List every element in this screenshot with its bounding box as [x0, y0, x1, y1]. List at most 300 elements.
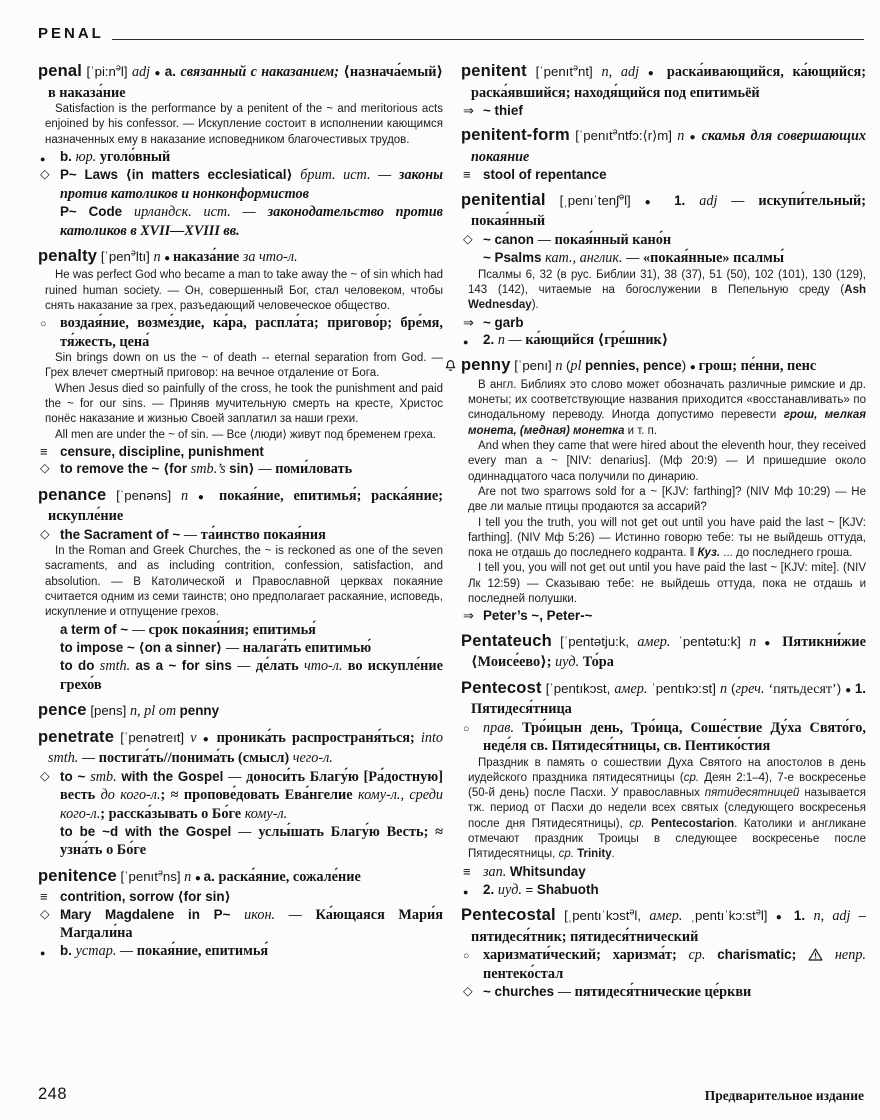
text-run: . [611, 848, 615, 861]
penal-body-line [38, 166, 443, 203]
text-run: [ˈpenıt [526, 64, 573, 79]
circle-icon: ○ [463, 950, 470, 963]
text-run: — [228, 768, 247, 784]
text-run: [ˈpenəns] [106, 487, 182, 503]
text-run: кому-л., среди кого-л. [60, 787, 443, 822]
text-run: ˌpentıˈkɔ:st [690, 908, 756, 924]
diamond-icon: ◇ [40, 461, 50, 476]
text-run: ). [531, 299, 539, 312]
text-run: ~ thief [483, 103, 523, 118]
text-run: penetrate [38, 727, 115, 746]
text-run: Peter’s ~, Peter-~ [483, 608, 593, 624]
text-run: into smth. [48, 729, 443, 767]
pentecostal-body-line [461, 983, 866, 1001]
text-run: «покая́нные» псалмы́ [642, 250, 785, 267]
text-run: n [497, 331, 509, 348]
text-run: penitential [461, 190, 546, 209]
text-run: 1. [854, 680, 866, 696]
text-run: b. [60, 148, 76, 164]
text-run: Satisfaction is the performance by a penitent of the ~ and meritorious acts enjoined by his confessor. — Искупление состоит в исполнении кающимся назначенных ему в наказание исповедником благочестивых трудов. [45, 103, 443, 146]
penitential-body-line [461, 331, 866, 349]
text-run: ; ≈ пропове́довать Ева́нгелие [160, 787, 358, 804]
text-run: ə [629, 907, 635, 917]
penitence-hw-line [38, 867, 443, 889]
text-run: чего-л. [292, 750, 333, 767]
text-run: — [731, 192, 759, 208]
text-run: ; [791, 947, 809, 964]
right-column [461, 62, 866, 1009]
text-run: ~ churches [483, 984, 558, 1000]
synonym-icon: ≡ [463, 167, 471, 183]
text-run: ср. [683, 771, 700, 784]
text-run: [ˈpenıt [569, 128, 613, 144]
text-run: ● [197, 491, 220, 503]
penetrate-body-line [38, 768, 443, 823]
text-run: n, adj [601, 64, 648, 80]
text-run: амер. [614, 680, 652, 697]
cross-reference-arrow-icon: ⇒ [463, 314, 474, 330]
pentecostal-hw-line [461, 906, 866, 946]
header-rule [112, 39, 864, 40]
penal-hw-line [38, 62, 443, 102]
text-run: ə [115, 62, 121, 73]
text-run: = [525, 881, 537, 897]
penal-ex-line [45, 102, 443, 148]
text-run: ˈpentətu:k] [678, 633, 750, 649]
text-run: ● [647, 68, 667, 79]
circle-icon: ○ [463, 722, 470, 735]
penalty-body-line [38, 460, 443, 478]
penal-body-line [38, 148, 443, 166]
text-run: n [677, 128, 690, 145]
page-number: 248 [38, 1085, 68, 1103]
text-run: пятидеся́тник; пятидеся́тнический [471, 928, 699, 945]
text-run: греч. [735, 680, 769, 697]
text-run: pennies, pence [584, 358, 682, 374]
text-run: икон. [244, 906, 289, 923]
text-run: — [626, 250, 643, 266]
penance-body-line [38, 621, 443, 639]
text-run: smb. [90, 768, 122, 785]
dictionary-entry-penalty [38, 247, 443, 479]
text-run: покая́ние, епитимья́ [136, 943, 269, 960]
pentateuch-hw-line [461, 632, 866, 672]
cross-reference-arrow-icon: ⇒ [463, 103, 474, 118]
pentecost-body-line [461, 719, 866, 756]
text-run: pence [38, 701, 87, 720]
text-run: раска́ивающийся, ка́ющийся; раска́явшийся; находя́щийся под епитимьёй [471, 64, 866, 101]
text-run: амер. [637, 633, 679, 650]
penalty-ex-line [45, 351, 443, 382]
penalty-ex-line [45, 268, 443, 314]
text-run: v [190, 729, 203, 746]
left-column [38, 62, 443, 1009]
text-run: stool of repentance [483, 167, 607, 183]
text-run: Mary Magdalene in P~ [60, 906, 245, 922]
text-run: to do [60, 658, 100, 674]
text-run: 1. [674, 192, 700, 208]
text-run: 2. [483, 881, 498, 897]
dictionary-entry-pentateuch [461, 632, 866, 672]
text-run: амер. [649, 908, 691, 925]
text-run: ⟨назнача́емый⟩ в наказа́ние [48, 64, 444, 101]
text-run: Ка́ющаяся Мари́я Магдали́на [60, 906, 443, 942]
penitential-body-line [461, 231, 866, 249]
text-run: ~ Psalms [483, 250, 546, 266]
circle-icon: ○ [40, 318, 47, 331]
text-run: грош; пе́нни, пенс [698, 358, 817, 375]
penance-ex-line [45, 544, 443, 620]
text-run: Деян 2:1–4), 7-е воскресенье (50-й день) после Пасхи. У православных [468, 771, 866, 800]
pentecost-ex-line [468, 756, 866, 863]
text-run: пятидеся́тнические це́ркви [574, 984, 752, 1001]
penalty-body-line [38, 443, 443, 460]
penitential-ex-line [468, 268, 866, 314]
text-run: — [557, 984, 575, 1000]
text-run: P~ Code [60, 204, 134, 220]
penitence-body-line [38, 888, 443, 905]
text-run: Whitsunday [509, 863, 586, 879]
text-run: [ˈpen [97, 248, 131, 264]
dictionary-entry-pentecostal [461, 906, 866, 1001]
text-run: b. [60, 943, 76, 959]
text-run: [ˈpenı] [510, 358, 556, 374]
text-run: ● [644, 196, 675, 208]
text-run: — [258, 461, 276, 477]
text-run: 1. [793, 908, 814, 924]
text-run: называется тж. период от Пасхи до недели всех святых (следующего воскресенья после дня Пятидесятницы), [468, 787, 866, 830]
text-run: ‘пятьдесят’ [768, 681, 837, 697]
text-run: — [131, 621, 149, 637]
text-run: ● [202, 733, 217, 745]
text-run: P~ Laws ⟨in matters ecclesiatical⟩ [60, 167, 301, 183]
running-head [38, 26, 864, 42]
text-run: Sin brings down on us the ~ of death -- eternal separation from God. — Грех влечет смертный приговор: на вечное отдаление от Бога. [45, 352, 443, 380]
text-run: ə [573, 62, 579, 73]
text-run: sin⟩ [229, 461, 259, 477]
text-run: l] [624, 192, 645, 208]
text-run: censure, discipline, punishment [60, 443, 264, 459]
dictionary-entry-penny [461, 356, 866, 624]
text-run: за что-л. [242, 248, 298, 265]
dictionary-entry-penetrate [38, 728, 443, 860]
text-run: иуд. [555, 654, 583, 671]
text-run: n [555, 358, 566, 375]
text-run: ● [845, 684, 855, 696]
text-run: ● [775, 912, 794, 924]
text-run: charismatic [717, 947, 792, 963]
text-run: — [242, 204, 268, 220]
bullet-icon: ● [463, 336, 469, 347]
text-run: законы против католиков и нонконформистов [60, 167, 443, 202]
text-run: – [858, 908, 866, 924]
penal-body-line [38, 203, 443, 240]
text-run: ~ garb [483, 314, 524, 330]
text-run: ... до последнего гроша. [720, 547, 853, 560]
edition-note: Предварительное издание [704, 1088, 864, 1103]
text-run: l] [120, 64, 132, 79]
text-run: penny [179, 703, 220, 719]
penetrate-hw-line [38, 728, 443, 768]
diamond-icon: ◇ [40, 526, 50, 541]
dictionary-entry-penitent-form [461, 126, 866, 183]
penalty-ex-line [45, 428, 443, 443]
text-run: ирландск. ист. [133, 204, 243, 221]
text-run: n [184, 868, 195, 885]
text-run: ( [565, 358, 571, 374]
text-run: В англ. Библиях это слово может обозначать различные римские и др. монеты; их соответствующие названия приходится «восстанавливать» по синодальному переводу. Иногда допустимо перевести [468, 378, 866, 422]
penny-ex-line [468, 516, 866, 562]
warning-triangle-icon [808, 947, 823, 962]
diamond-icon: ◇ [40, 167, 50, 182]
text-run: проника́ть распространя́ться; [216, 729, 421, 746]
text-run: In the Roman and Greek Churches, the ~ is reckoned as one of the seven sacraments, and as including contrition, confession, satisfaction, and absolution. — В Католической и Православной церквах покаяние считается одним из семи таинств; оно предполагает раскаяние, исповедь, искупление и отпущение грехов. [45, 545, 443, 619]
text-run: to ~ [60, 768, 91, 784]
text-run: покая́нный кано́н [554, 231, 672, 248]
text-run: . Католики и англикане отмечают праздник Троицы в следующее воскресенье после Пятидесятницы, [468, 817, 866, 861]
text-run: to be ~d with the Gospel [60, 823, 239, 839]
text-run: n, adj [813, 908, 859, 925]
text-run: a. [203, 868, 219, 884]
text-run: [ˈpentətju:k, [551, 633, 638, 649]
text-run: nt] [578, 64, 602, 79]
dictionary-entry-penitential [461, 191, 866, 350]
text-run: ● [764, 637, 783, 649]
text-run: зап. [483, 863, 510, 880]
text-run: — [378, 167, 399, 183]
text-run: Псалмы 6, 32 (в рус. Библии 31), 38 (37), 51 (50), 102 (101), 130 (129), 143 (142), читаемые на богослужении в Пепельную среду ( [468, 268, 866, 296]
text-run: ка́ющийся ⟨гре́шник⟩ [525, 331, 669, 348]
penance-hw-line [38, 486, 443, 526]
synonym-icon: ≡ [40, 443, 48, 459]
text-run: I tell you, you will not get out until you have paid the last ~ [KJV: mite]. (NIV Лк 12:59) — Сказываю тебе: не выйдешь оттуда, пока не отдашь и последней полушки. [468, 562, 866, 605]
text-run: налага́ть епитимью́ [242, 640, 372, 657]
text-run: l, [634, 908, 650, 924]
text-run: поми́ловать [275, 461, 353, 478]
bell-icon [444, 359, 462, 378]
text-run: воздая́ние, возме́здие, ка́ра, распла́та; пригово́р; бре́мя, тя́жесть, цена́ [60, 315, 443, 350]
text-run: [ˌpenıˈtenʃ [545, 192, 620, 208]
penitent-form-body-line [461, 166, 866, 183]
text-run: ə [157, 867, 163, 878]
text-run: ˈpentıkɔ:st] [651, 680, 720, 696]
text-run: — [183, 526, 201, 542]
text-run: кат., англик. [545, 250, 627, 267]
penetrate-body-line [38, 823, 443, 860]
text-run: постига́ть//понима́ть (смысл) [98, 750, 293, 767]
text-run: ə [130, 247, 136, 258]
text-run: уголо́вный [99, 148, 171, 165]
text-run: — [119, 943, 137, 959]
cross-reference-arrow-icon: ⇒ [463, 608, 474, 624]
penitence-body-line [38, 942, 443, 960]
text-run: прав. [483, 719, 523, 736]
text-run: When Jesus died so painfully of the cross, he took the punishment and paid the ~ for our sins. — Приняв мучительную смерть на кресте, Христос понёс наказание и жизнью Своей заплатил за наши грехи. [45, 382, 443, 426]
text-run: He was perfect God who became a man to take away the ~ of sin which had ruined human society. — Он, совершенный Бог, стал человеком, чтобы снять наказание за грех, разъедающий человеческое общество. [45, 269, 443, 313]
penny-ex-line [468, 485, 866, 516]
penny-ex-line [468, 378, 866, 439]
penitence-body-line [38, 906, 443, 943]
text-run: ) [836, 680, 846, 696]
penitential-body-line [461, 249, 866, 267]
text-run: ● [689, 132, 702, 144]
penalty-ex-line [45, 382, 443, 428]
pence-hw-line [38, 701, 443, 721]
penny-ex-line [468, 439, 866, 485]
bullet-icon: ● [40, 153, 46, 164]
text-run: услы́шать Благу́ю Весть; ≈ узна́ть о Бо́ге [60, 823, 444, 859]
text-run: Тро́ицын день, Тро́ица, Соше́ствие Ду́ха Свято́го, неде́ля св. Пятидеся́тницы, св. Пентико́стия [483, 719, 866, 755]
text-run: Pentecost [461, 678, 542, 697]
text-run: — [288, 906, 316, 922]
text-run: Pentecostarion [651, 817, 735, 830]
diamond-icon: ◇ [40, 768, 50, 783]
text-run: smth. [99, 658, 136, 675]
penalty-hw-line [38, 247, 443, 269]
penny-hw-line [461, 356, 866, 378]
pentecost-hw-line [461, 679, 866, 719]
text-run: — [81, 750, 99, 766]
text-run: adj [131, 64, 155, 80]
text-run: и т. п. [624, 424, 658, 437]
text-run: [ˈpi:n [82, 64, 116, 79]
text-run: [ˌpentıˈkɔst [555, 908, 630, 924]
text-run: All men are under the ~ of sin. — Все ⟨люди⟩ живут под бременем греха. [55, 428, 436, 441]
synonym-icon: ≡ [40, 889, 48, 905]
text-run: penitent-form [461, 126, 570, 145]
text-run: [pens] [86, 703, 130, 719]
text-run: n [719, 680, 732, 697]
text-run: ● [164, 252, 173, 264]
penny-body-line [461, 607, 866, 624]
text-run: что-л. [303, 658, 348, 675]
penny-ex-line [468, 561, 866, 607]
text-run: Trinity [577, 848, 612, 861]
text-run: искупи́тельный; покая́нный [471, 192, 866, 230]
diamond-icon: ◇ [40, 906, 50, 921]
text-run: — [225, 640, 243, 656]
text-run: ə [755, 907, 761, 917]
penalty-body-line [38, 314, 443, 351]
text-run: l] [760, 908, 776, 924]
text-run: [ˈpentıkɔst, [541, 680, 615, 696]
penitent-body-line [461, 102, 866, 119]
text-run: ) [681, 358, 690, 374]
dictionary-columns [38, 62, 866, 1009]
text-run: contrition, sorrow ⟨for sin⟩ [60, 889, 231, 905]
penitent-hw-line [461, 62, 866, 102]
text-run: — [238, 823, 259, 839]
text-run: — [237, 658, 256, 674]
text-run: наказа́ние [172, 248, 243, 265]
text-run: раска́яние, сожале́ние [218, 868, 361, 885]
text-run: And when they came that were hired about the eleventh hour, they received every man a ~ [NIV: denarius]. (Мф 20:9) — И пришедшие около одиннадцатого часа получили по динарию. [468, 440, 866, 483]
text-run: скамья для совершающих покаяние [471, 128, 866, 165]
text-run: — [508, 331, 526, 347]
text-run: ( [731, 680, 736, 696]
synonym-icon: ≡ [463, 863, 471, 879]
text-run: харизмати́ческий; харизма́т; [483, 947, 689, 964]
text-run: устар. [75, 943, 120, 960]
text-run: n [153, 248, 165, 265]
text-run: Shabuoth [536, 881, 599, 897]
text-run: ; расска́зывать о Бо́ге [100, 805, 245, 822]
diamond-icon: ◇ [463, 231, 473, 246]
text-run: ltı] [135, 248, 154, 264]
text-run: ns] [162, 868, 185, 884]
text-run: во искупле́ние грехо́в [60, 658, 443, 693]
text-run: a term of ~ [60, 621, 132, 637]
text-run: ə [619, 191, 625, 202]
text-run: То́ра [582, 654, 614, 671]
penitent-form-hw-line [461, 126, 866, 166]
text-run: n [181, 487, 198, 504]
text-run: пятидесятницей [704, 787, 800, 800]
text-run: penitence [38, 866, 117, 885]
text-run: ● [689, 362, 699, 374]
text-run: брит. ист. [300, 167, 379, 184]
text-run: to remove the ~ ⟨for [60, 461, 191, 477]
pentecostal-body-line [461, 946, 866, 983]
text-run: [ˈpenıt [116, 868, 158, 884]
text-run: до кого-л. [100, 787, 161, 804]
text-run: ● [194, 872, 204, 884]
pentecost-body-line [461, 863, 866, 881]
text-run: Pentateuch [461, 631, 552, 650]
text-run: adj [699, 192, 732, 209]
text-run: ср. [688, 947, 718, 964]
running-head-word: PENAL [38, 25, 104, 42]
text-run: [ˈpenətreıt] [114, 729, 191, 745]
text-run: связанный с наказанием; [180, 64, 344, 80]
text-run: Pentecostal [461, 906, 556, 925]
text-run: I tell you the truth, you will not get out until you have paid the last ~ [KJV: farthing]. (NIV Мф 5:26) — Истинно говорю тебе: ты не выйдешь оттуда, пока не отдашь до последнего кодранта. ‖ [468, 516, 866, 560]
text-run: ● [154, 68, 165, 79]
text-run: доноси́ть Благу́ю [Ра́достную] весть [60, 768, 443, 804]
text-run: smb.’s [190, 461, 230, 478]
text-run: ntfɔ:⟨r⟩m] [617, 128, 678, 144]
penance-body-line [38, 657, 443, 694]
dictionary-entry-penal [38, 62, 443, 240]
text-run: ~ canon [483, 231, 538, 247]
text-run: иуд. [497, 881, 526, 898]
dictionary-entry-pence [38, 701, 443, 721]
text-run: penalty [38, 246, 98, 265]
text-run: покая́ние, епитимья́; раска́яние; искупле́ние [48, 487, 444, 525]
text-run: penitent [461, 62, 527, 80]
text-run: as a ~ for sins [135, 658, 238, 674]
text-run: грош, мелкая монета, (медная) монетка [468, 409, 867, 437]
text-run: — [537, 231, 555, 247]
text-run: ср. [629, 817, 652, 830]
text-run: ср. [558, 848, 578, 861]
text-run: Are not two sparrows sold for a ~ [KJV: farthing]? (NIV Мф 10:29) — Не две ли малые птицы продаются за ассарий? [468, 485, 866, 514]
text-run: Пятикни́жие ⟨Моисе́ево⟩; [471, 633, 867, 671]
text-run: Ash Wednesday [468, 283, 866, 312]
text-run: the Sacrament of ~ [60, 526, 184, 542]
dictionary-entry-penitent [461, 62, 866, 119]
text-run: penance [38, 485, 107, 504]
text-run: юр. [75, 148, 100, 165]
dictionary-entry-pentecost [461, 679, 866, 900]
text-run: Праздник в память о сошествии Духа Святого на апостолов в день иудейского праздника пятидесятницы ( [468, 756, 866, 784]
text-run: Пятидеся́тница [471, 701, 572, 718]
penitential-body-line [461, 314, 866, 331]
pentecost-body-line [461, 881, 866, 899]
text-run: a. [164, 64, 181, 79]
text-run: penal [38, 62, 83, 80]
penance-body-line [38, 526, 443, 544]
